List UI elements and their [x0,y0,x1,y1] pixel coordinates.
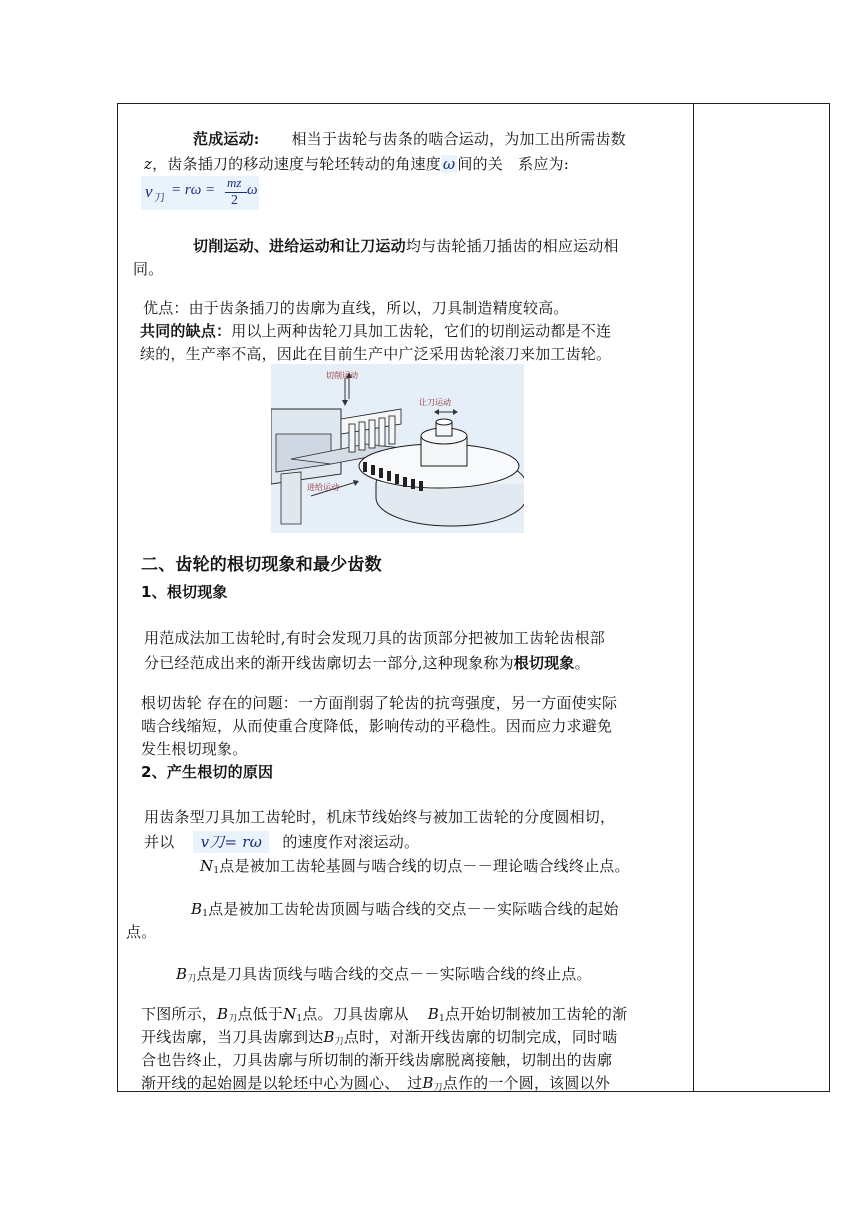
cause-line2: 并以 v刀= rω 的速度作对滚运动。 [144,833,420,851]
advantage-text: 优点：由于齿条插刀的齿廓为直线，所以，刀具制造精度较高。 [143,299,569,317]
label-feed-motion: 进给运动 [307,483,339,492]
rack-cutter-figure [271,364,524,533]
range-motion-title: 范成运动: [193,130,260,148]
b1-line1: $B_1$点是被加工齿轮齿顶圆与啮合线的交点－－实际啮合线的起始 [191,900,619,919]
section-heading: 二、齿轮的根切现象和最少齿数 [141,555,382,575]
subheading-cause: 2、产生根切的原因 [141,763,274,781]
common-drawback-line2: 续的，生产率不高，因此在目前生产中广泛采用齿轮滚刀来加工齿轮。 [140,345,612,363]
common-drawback-line1: 共同的缺点：用以上两种齿轮刀具加工齿轮，它们的切削运动都是不连 [140,322,612,340]
figure-desc-line4: 渐开线的起始圆是以轮坯中心为圆心、 过$B_刀$点作的一个圆，该圆以外 [141,1074,610,1093]
problem-line1: 根切齿轮 存在的问题：一方面削弱了轮齿的抗弯强度，另一方面使实际 [141,694,618,712]
range-motion-text: 相当于齿轮与齿条的啮合运动，为加工出所需齿数 [291,130,626,148]
figure-desc-line2: 开线齿廓，当刀具齿廓到达$B_刀$点时，对渐开线齿廓的切制完成，同时啮 [141,1028,618,1047]
undercut-para-line2: 分已经范成出来的渐开线齿廓切去一部分,这种现象称为根切现象。 [144,654,590,672]
figure-desc-line1: 下图所示，$B_刀$点低于$N_1$点。刀具齿廓从 $B_1$点开始切制被加工齿轮的渐 [141,1005,628,1024]
bd-line: $B_刀$点是刀具齿顶线与啮合线的交点－－实际啮合线的终止点。 [176,965,592,984]
problem-line3: 发生根切现象。 [141,740,248,758]
cut-motion-line1: 切削运动、进给运动和让刀运动均与齿轮插刀插齿的相应运动相 [193,237,619,255]
n1-line: $N_1$点是被加工齿轮基圆与啮合线的切点－－理论啮合线终止点。 [200,857,630,876]
formula-roll-speed: v刀= rω [193,831,269,853]
b1-line2: 点。 [126,923,157,941]
formula-rack-speed: v 刀 = rω = mz 2 ω [141,176,259,210]
figure-desc-line3: 合也告终止，刀具齿廓与所切制的渐开线齿廓脱离接触，切制出的齿廓 [141,1051,613,1069]
problem-line2: 啮合线缩短，从而使重合度降低，影响传动的平稳性。因而应力求避免 [141,717,613,735]
label-retract-motion: 让刀运动 [419,398,451,407]
undercut-para-line1: 用范成法加工齿轮时,有时会发现刀具的齿顶部分把被加工齿轮齿根部 [144,629,605,647]
range-motion-line2: z，齿条插刀的移动速度与轮坯转动的角速度 ω 间的关 系应为: [144,155,570,173]
omega-symbol: ω [442,155,456,173]
table-column-divider [693,103,694,1092]
cut-motion-line2: 同。 [133,260,164,278]
cause-line1: 用齿条型刀具加工齿轮时，机床节线始终与被加工齿轮的分度圆相切， [144,808,616,826]
subheading-undercut: 1、根切现象 [141,583,228,601]
range-motion-line1 [193,128,626,150]
label-cutting-motion: 切削运动 [326,371,358,380]
